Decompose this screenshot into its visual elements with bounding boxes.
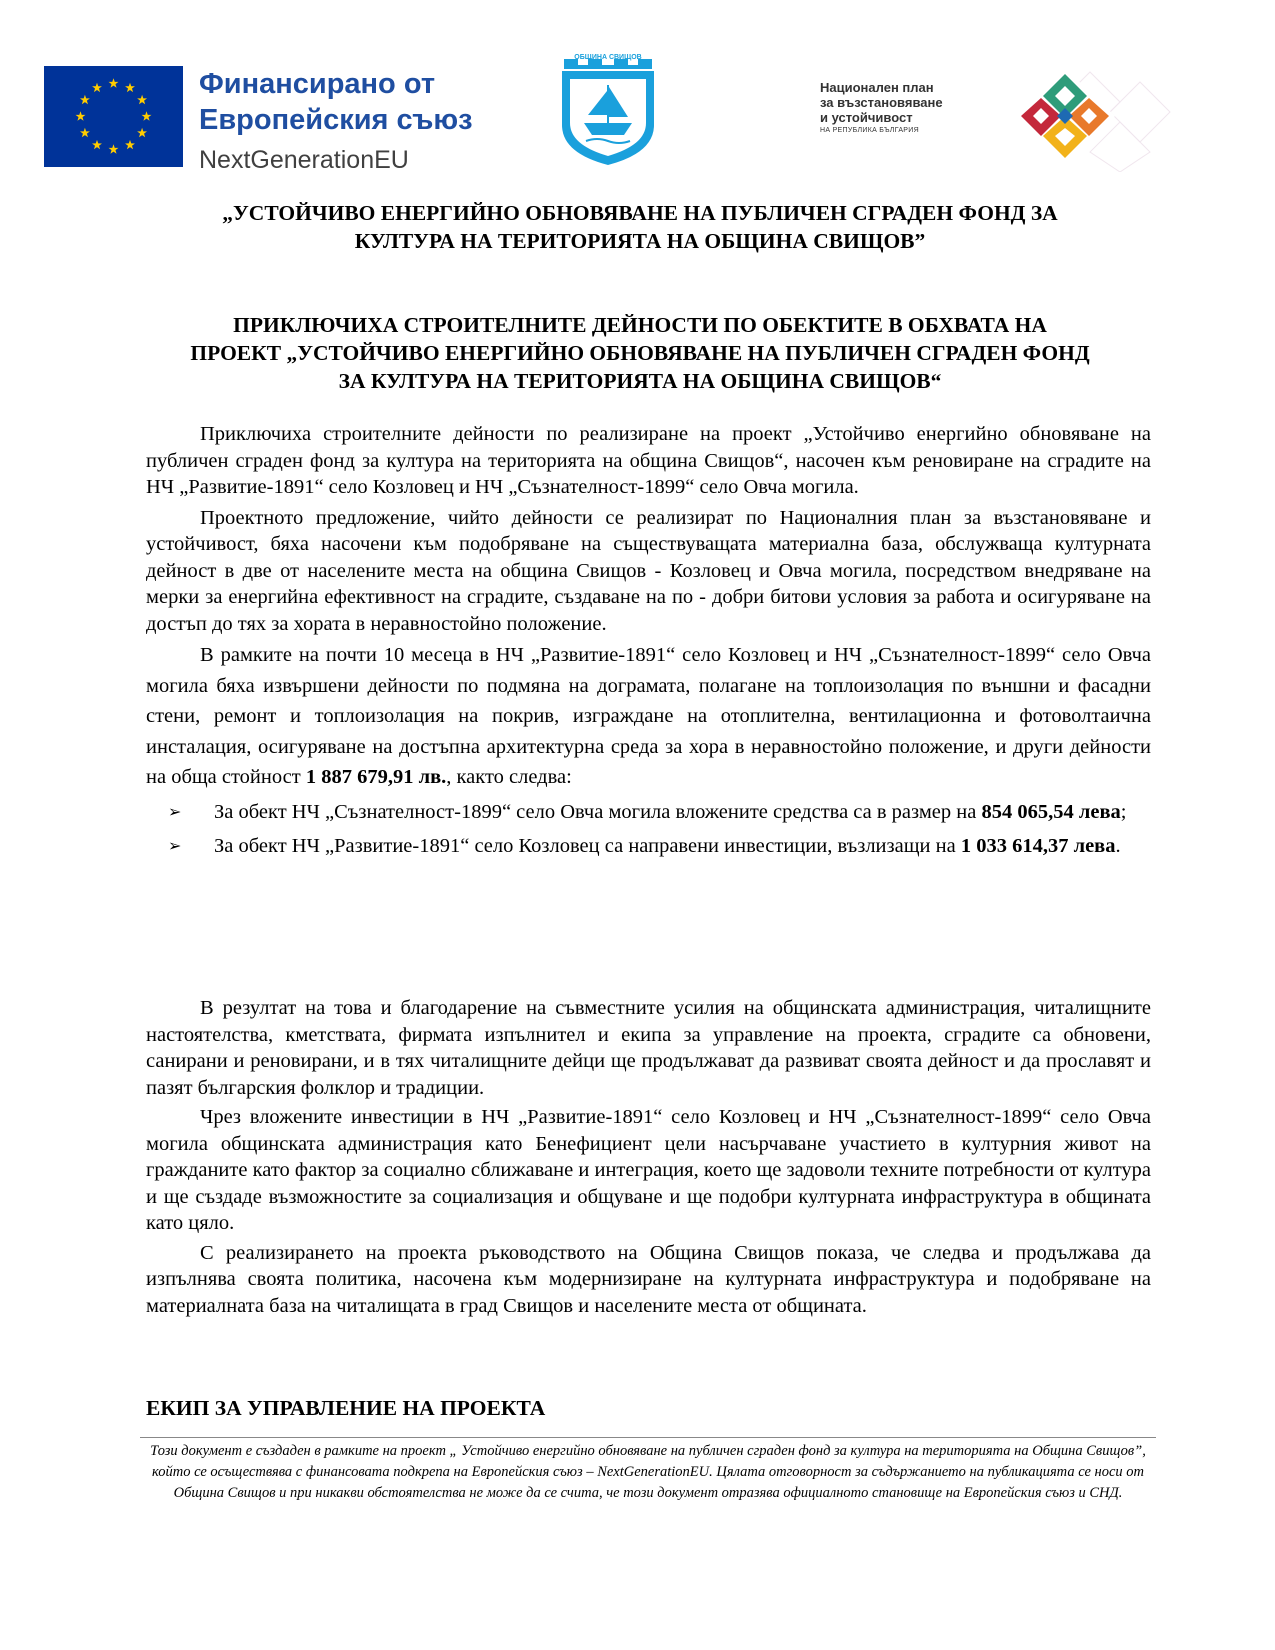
news-headline-line3: ЗА КУЛТУРА НА ТЕРИТОРИЯТА НА ОБЩИНА СВИЩОВ“ (338, 369, 942, 393)
paragraph-2: Проектното предложение, чийто дейности се реализират по Националния план за възстановяване и устойчивост, бяха насочени към подобряване на съществуващата материална база, обслужваща културната дейност в две от населените места на община Свищов - Козловец и Овча могила, посредством внедряване на мерки за енергийна ефективност на сградите, създаване на по - добри битови условия за работа и осигуряване на достъп до тях за хората в неравностойно положение. (146, 506, 1151, 635)
bullet-2-amount: 1 033 614,37 лева (960, 834, 1116, 857)
recovery-plan-logo (790, 62, 1190, 172)
arrow-bullet-icon: ➢ (168, 801, 182, 821)
bullet-1-text: За обект НЧ „Съзнателност-1899“ село Овча могила вложените средства са в размер на (214, 800, 982, 823)
article-body-bottom (146, 995, 1151, 1319)
embroidery-pattern-icon (970, 62, 1180, 172)
paragraph-3-tail: , както следва: (446, 766, 572, 788)
project-title-line2: КУЛТУРА НА ТЕРИТОРИЯТА НА ОБЩИНА СВИЩОВ” (354, 229, 926, 253)
eu-logo-line2: Европейския съюз (199, 104, 473, 136)
article-body-top (146, 421, 1151, 861)
news-headline-line1: ПРИКЛЮЧИХА СТРОИТЕЛНИТЕ ДЕЙНОСТИ ПО ОБЕКТИТЕ В ОБХВАТА НА (233, 313, 1047, 337)
bullet-2-text: За обект НЧ „Развитие-1891“ село Козловец са направени инвестиции, възлизащи на (214, 834, 961, 857)
news-headline (130, 311, 1150, 395)
paragraph-5: Чрез вложените инвестиции в НЧ „Развитие-1891“ село Козловец и НЧ „Съзнателност-1899“ село Овча могила общинската администрация като Бенефициент цели насърчаване участието в културния живот на гражданите като фактор за социално сближаване и интеграция, което ще задоволи техните потребности от култура и ще създаде възможностите за социализация и общуване и ще подобри културната инфраструктура в общината като цяло. (146, 1106, 1151, 1234)
bullet-1-tail: ; (1120, 800, 1127, 823)
eu-logo-line3: NextGenerationEU (199, 146, 409, 174)
recovery-plan-line2: за възстановяване (820, 95, 943, 110)
paragraph-3-text: В рамките на почти 10 месеца в НЧ „Развитие-1891“ село Козловец и НЧ „Съзнателност-1899“ село Овча могила бяха извършени дейности по подмяна на дограмата, полагане на топлоизолация по външни и фасадни стени, ремонт и топлоизолация на покрив, изграждане на отоплителна, вентилационна и фотоволтаична инсталация, осигуряване на достъпна архитектурна среда за хора в неравностойно положение, и други дейности на обща стойност (146, 644, 1151, 788)
municipality-logo-label: ОБЩИНА СВИЩОВ (574, 54, 642, 61)
svishtov-municipality-logo (558, 55, 658, 167)
total-amount: 1 887 679,91 лв. (305, 766, 447, 788)
eu-funding-logo (44, 66, 473, 180)
footer-divider (140, 1437, 1156, 1438)
paragraph-4: В резултат на това и благодарение на съвместните усилия на общинската администрация, читалищните настоятелства, кметствата, фирмата изпълнител и екипа за управление на проекта, сградите са обновени, санирани и реновирани, и в тях читалищните дейци ще продължават да развиват своята дейност и да прославят и пазят българския фолклор и традиции. (146, 997, 1151, 1099)
svishtov-crest-icon (558, 55, 658, 167)
news-headline-line2: ПРОЕКТ „УСТОЙЧИВО ЕНЕРГИЙНО ОБНОВЯВАНЕ НА ПУБЛИЧЕН СГРАДЕН ФОНД (190, 341, 1090, 365)
eu-flag-icon (44, 66, 183, 167)
eu-logo-text (199, 66, 473, 180)
recovery-plan-line3: и устойчивост (820, 110, 913, 125)
bullet-2-tail: . (1115, 834, 1121, 857)
arrow-bullet-icon: ➢ (168, 835, 182, 855)
paragraph-6: С реализирането на проекта ръководството на Община Свищов показа, че следва и продължава да изпълнява своята политика, насочена към модернизиране на културната инфраструктура и подобряване на материалната база на читалищата в град Свищов и населените места от общината. (146, 1241, 1151, 1317)
paragraph-1: Приключиха строителните дейности по реализиране на проект „Устойчиво енергийно обновяване на публичен сграден фонд за култура на територията на община Свищов“, насочен към реновиране на сградите на НЧ „Развитие-1891“ село Козловец и НЧ „Съзнателност-1899“ село Овча могила. (146, 423, 1151, 498)
eu-logo-line1: Финансирано от (199, 68, 436, 100)
recovery-plan-line1: Национален план (820, 80, 934, 95)
project-title-line1: „УСТОЙЧИВО ЕНЕРГИЙНО ОБНОВЯВАНЕ НА ПУБЛИЧЕН СГРАДЕН ФОНД ЗА (222, 201, 1058, 225)
bullet-1-amount: 854 065,54 лева (981, 800, 1121, 823)
bullet-item-ovcha-mogila (146, 797, 1151, 827)
signature-team: ЕКИП ЗА УПРАВЛЕНИЕ НА ПРОЕКТА (146, 1396, 546, 1420)
bullet-item-kozlovets (146, 831, 1151, 861)
paragraph-3 (146, 640, 1151, 793)
recovery-plan-logo-text (820, 80, 943, 137)
project-title (130, 199, 1150, 255)
recovery-plan-line4: НА РЕПУБЛИКА БЪЛГАРИЯ (820, 127, 919, 134)
footer-disclaimer: Този документ е създаден в рамките на проект „ Устойчиво енергийно обновяване на публичен сграден фонд за култура на територията на Община Свищов”, който се осъществява с финансовата подкрепа на Европейския съюз – NextGenerationEU. Цялата отговорност за съдържанието на публикацията се носи от Община Свищов и при никакви обстоятелства не може да се счита, че този документ отразява официалното становище на Европейския съюз и СНД. (150, 1443, 1146, 1501)
